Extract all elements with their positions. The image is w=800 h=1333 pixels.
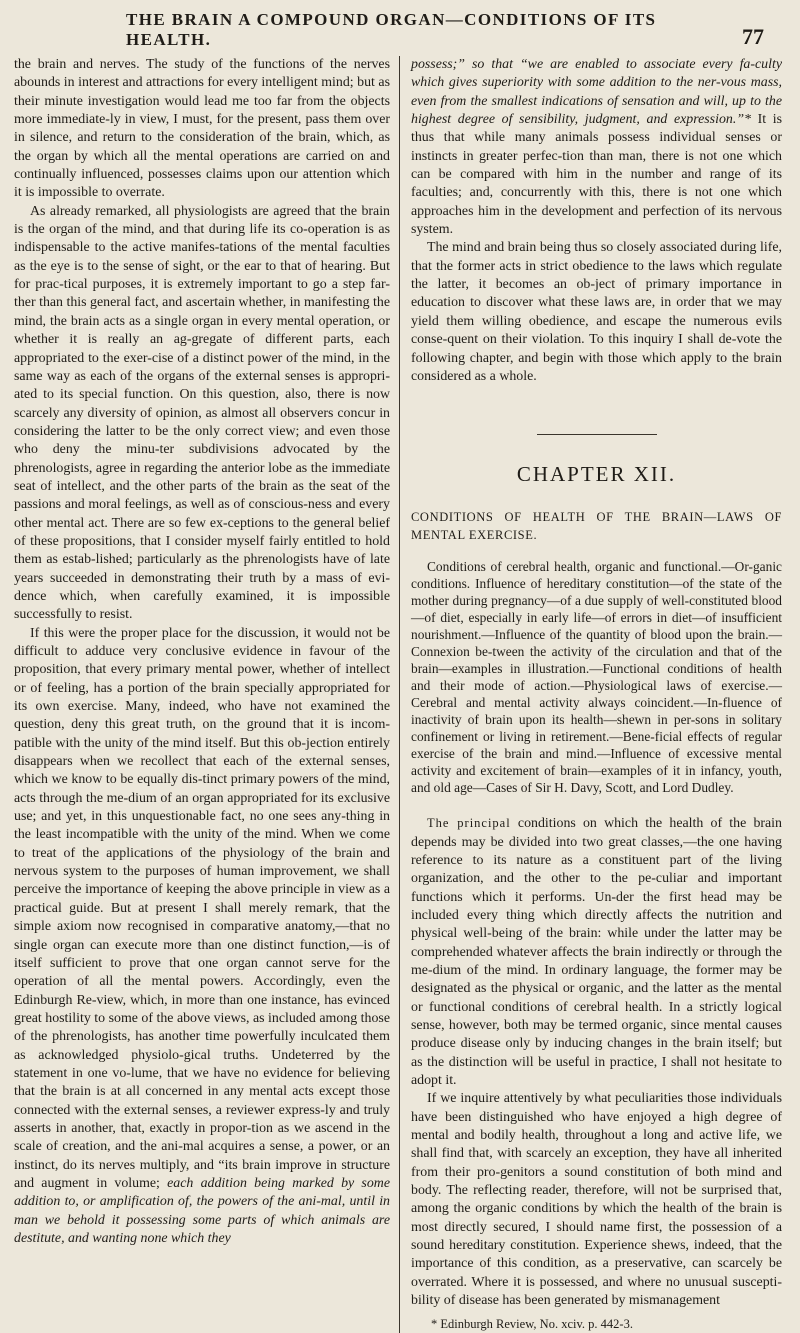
left-paragraph-3: [14, 625, 390, 1249]
running-title: THE BRAIN A COMPOUND ORGAN—CONDITIONS OF ITS HEALTH.: [126, 10, 657, 49]
footnote: * Edinburgh Review, No. xciv. p. 442-3.: [431, 1316, 633, 1331]
left-paragraph-2: As already remarked, all physiologists are agreed that the brain is the organ of the mind, and that during life its co-operation is as indispensable to the active manifes-tations of the mental faculties as the eye is to the sense of sight, or the ear to that of hearing. But for prac-tical purposes, it is extremely important to go a step far-ther than this general fact, and ascertain whether, in manifesting the mind, the brain acts as a single organ in every mental operation, or whether it is really an ag-gregate of different parts, each appropriated to the exer-cise of a distinct power of the mind, in the same way as each of the organs of the external senses is appropri-ated to its special function. On this question, also, there is now scarcely any diversity of opinion, as almost all observers concur in considering the latter to be the only correct view; and even those who deny the minu-ter subdivisions advocated by the phrenologists, agree in regarding the anterior lobe as the immediate seat of intellect, and the other parts of the brain as the seat of the passions and moral feelings, as well as of conscious-ness and every other mental act. There are so few ex-ceptions to the general belief of these propositions, that I consider myself fairly entitled to hold them as estab-lished; particularly as the phrenologists have of late years succeeded in demonstrating their truth by a mass of evi-dence which, when carefully examined, it is impossible successfully to resist.: [14, 203, 390, 623]
chapter-divider: [537, 434, 657, 435]
left-paragraph-3-text: If this were the proper place for the discussion, it would not be difficult to adduce very conclusive evidence in favour of the proposition, that every primary mental power, whether of intellect or of feeling, has a portion of the brain specially appropriated for its own exercise. Many, indeed, who have not examined the question, deny this great truth, on the ground that it is incom-patible with the unity of the mind itself. But this ob-jection entirely disappears when we recollect that each of the external senses, which we know to be equally dis-tinct primary powers of the mind, acts through the me-dium of an organ appropriated for its exclusive use; and yet, in this unquestionable fact, no one sees any-thing in the least incompatible with the unity of the mind. When we come to treat of the applications of the physiology of the brain and nervous system to the purposes of human improvement, we shall perceive the importance of keeping the above principle in view as a practical guide. But at present I shall merely remark, that the simple axiom now recognised in comparative anatomy,—that no single organ can execute more than one distinct function,—is of itself sufficient to prove that one organ cannot serve for the operation of all the mental powers. Accordingly, even the Edinburgh Re-view, which, in more than one instance, has evinced great hostility to some of the above views, as included among those of the phrenologists, has another time powerfully inculcated them as acknowledged physiolo-gical truths. Undeterred by the statement in one vo-lume, that we have no evidence for believing that the brain is at all concerned in any mental acts except those connected with the external senses, a reviewer express-ly and truly asserts in another, that, exactly in propor-tion as we ascend in the scale of creation, and the ani-mal acquires a sense, a power, or an instinct, do its nerves multiply, and “its brain improve in structure and augment in volume;: [14, 625, 390, 1191]
right-paragraph-1: [411, 56, 782, 239]
chapter-body-paragraph-1: [411, 814, 782, 1090]
chapter-body-paragraph-1-text: conditions on which the health of the brain depends may be divided into two great classes,—the one having reference to its nature as a constituent part of the living organization, and the other to the pe-culiar and important functions which it performs. Un-der the first head may be included every thing which directly affects the nutrition and physical well-being of the brain: while under the latter may be comprehended whatever affects the brain indirectly or through the me-dium of the mind. In ordinary language, the former may be designated as the physical or organic, and the latter as the mental or functional conditions of cerebral health. In a strictly logical sense, however, both may be termed organic, since mental causes produce disease only by inducing changes in the brain itself; but as the distinction will be useful in practice, I shall not hesitate to adopt it.: [411, 816, 782, 1089]
left-column: [14, 56, 400, 1333]
text-columns: [14, 56, 782, 1333]
left-paragraph-1: the brain and nerves. The study of the functions of the nerves abounds in interest and attractions for every intelligent mind; but as their minute investigation would lead me too far from the objects more immediate-ly in view, I must, for the present, pass them over in silence, and return to the consideration of the brain, which, as the organ by which all the mental operations are carried on and continually influenced, possesses claims upon our attention which it is impossible to overrate.: [14, 57, 390, 201]
running-head: [14, 10, 782, 50]
left-paragraph-3-italic-quote: each addition being marked by some addition to, or amplification of, the powers of the ani-mal, until in man we behold it possessing some parts of which animals are destitute, and wanting none which they: [14, 1175, 390, 1246]
right-paragraph-1-text: It is thus that while many animals possess individual senses or instincts in greater perfec-tion than man, there is not one which can be compared with him in the number and range of its faculties; and, concurrently with this, there is not one which approaches him in the development and perfection of its nervous system.: [411, 112, 782, 238]
chapter-title: CHAPTER XII.: [516, 462, 677, 487]
right-paragraph-2: The mind and brain being thus so closely associated during life, that the former acts in strict obedience to the laws which regulate the latter, it becomes an ob-ject of primary importance in education to discover what these laws are, in order that we may yield them willing obedience, and escape the numerous evils conse-quent on their violation. To this inquiry I shall de-vote the following chapter, and begin with those which apply to the brain considered as a whole.: [411, 240, 782, 384]
page-number: 77: [742, 24, 764, 49]
chapter-subtitle: CONDITIONS OF HEALTH OF THE BRAIN—LAWS OF MENTAL EXERCISE.: [411, 509, 782, 542]
chapter-body-paragraph-2: If we inquire attentively by what peculiarities those individuals have been distinguished who have enjoyed a high degree of mental and bodily health, throughout a long and active life, we shall find that, with scarcely an exception, they have all inherited from their pro-genitors a sound constitution of both mind and body. The reflecting reader, therefore, will not be surprised that, among the organic conditions by which the health of the brain is most directly secured, I should name first, the possession of a sound hereditary constitution. Experience shews, indeed, that the importance of this condition, as a preservative, can scarcely be overrated. Where it is possessed, and where no unusual suscepti-bility of disease has been generated by mismanagement: [411, 1091, 782, 1309]
chapter-summary: Conditions of cerebral health, organic and functional.—Or-ganic conditions. Influence of hereditary constitution—of the state of the mother during pregnancy—of a due supply of well-constituted blood—of diet, especially in early life—of errors in diet—of insufficient nourishment.—Influence of the quantity of blood upon the brain.—Connexion be-tween the activity of the circulation and that of the brain—examples in illustration.—Functional conditions of health and their mode of action.—Physiological laws of exercise.—Cerebral and mental activity always coincident.—In-fluence of inactivity of brain upon its health—shewn in per-sons in solitary confinement or living in retirement.—Bene-ficial effects of regular exercise of the brain and mind.—Influence of excessive mental activity and excitement of brain—examples of it in infancy, youth, and old age—Cases of Sir H. Davy, Scott, and Lord Dudley.: [411, 559, 782, 796]
right-paragraph-1-italic-quote: possess;” so that “we are enabled to associate every fa-culty which gives superiority with some addition to the ner-vous mass, even from the smallest indications of sensation and will, up to the highest degree of sensibility, judgment, and expression.”*: [411, 57, 782, 128]
opening-words: The principal: [427, 816, 511, 831]
right-column: [400, 56, 782, 1333]
